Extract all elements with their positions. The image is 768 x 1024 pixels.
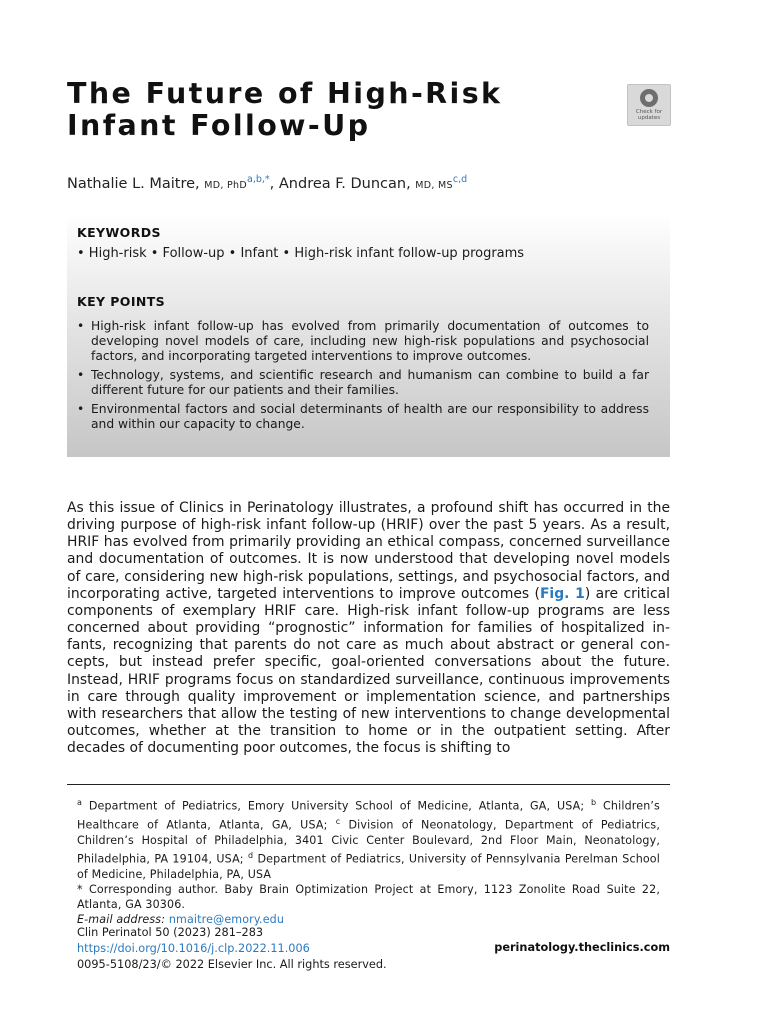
author-1-degree: MD, PhD <box>204 179 247 191</box>
doi-link[interactable]: https://doi.org/10.1016/j.clp.2022.11.006 <box>77 942 310 955</box>
author-1-name: Nathalie L. Maitre, <box>67 175 200 192</box>
footnotes <box>77 795 660 928</box>
footnote-divider <box>67 784 670 785</box>
article-title <box>67 78 587 142</box>
email-link[interactable]: nmaitre@emory.edu <box>168 913 285 927</box>
bullet: • <box>77 319 85 333</box>
check-updates-icon <box>640 89 658 107</box>
citation-block <box>77 925 387 973</box>
title-line-1: The Future of High-Risk <box>67 77 503 110</box>
key-point: • High-risk infant follow-up has evolved from primarily documentation of outcomes to developing novel models of care, including new high-risk populations and psychosocial factors, and incorporating targeted interventions to improve outcomes. <box>77 319 649 363</box>
journal-citation: Clin Perinatol 50 (2023) 281–283 <box>77 926 264 939</box>
author-separator: , <box>269 175 275 192</box>
key-point: • Technology, systems, and scientific research and humanism can combine to build a far different future for our patients and their families. <box>77 368 649 397</box>
email-label: E-mail address: <box>77 913 166 927</box>
author-2-name: Andrea F. Duncan, <box>278 175 411 192</box>
affiliations: $^a$ Department of Pediatrics, Emory University School of Medicine, Atlanta, GA, USA; $^b$ Children’s Healthcare of Atlanta, Atlanta, GA, USA; $^c$ Division of Neonatology, Department of Pediatrics, Children’s Hospital of Philadelphia, 3401 Civic Center Boulevard, 2nd Floor Main, Neonatology, Philadelphia, PA 19104, USA; $^d$ Department of Pediatrics, University of Pennsylvania Perelman School of Medicine, Philadelphia, PA, USA <box>77 798 660 881</box>
bullet: • <box>77 402 85 416</box>
check-for-updates-badge[interactable] <box>627 84 671 126</box>
author-2-affil[interactable]: c,d <box>452 174 468 185</box>
author-2-degree: MD, MS <box>415 179 453 191</box>
copyright: 0095-5108/23/© 2022 Elsevier Inc. All rights reserved. <box>77 958 387 971</box>
keywords-keypoints-box <box>67 213 670 457</box>
corresponding-author: * Corresponding author. Baby Brain Optimization Project at Emory, 1123 Zonolite Road Suite 22, Atlanta, GA 30306. <box>77 883 660 912</box>
author-line <box>67 174 467 192</box>
bullet: • <box>77 368 85 382</box>
author-1-affil[interactable]: a,b,* <box>247 174 270 185</box>
key-points-heading: KEY POINTS <box>77 294 166 309</box>
title-line-2: Infant Follow-Up <box>67 109 371 142</box>
figure-1-link[interactable]: Fig. 1 <box>539 585 585 602</box>
key-point: • Environmental factors and social determinants of health are our responsibility to address and within our capacity to change. <box>77 402 649 431</box>
check-updates-label: Check for updates <box>635 109 663 121</box>
journal-site[interactable]: perinatology.theclinics.com <box>494 941 670 954</box>
key-points-list <box>77 319 649 436</box>
keywords-heading: KEYWORDS <box>77 225 161 240</box>
body-paragraph: As this issue of Clinics in Perinatology illustrates, a profound shift has occurred in the driving purpose of high-risk infant follow-up (HRIF) over the past 5 years. As a result, HRIF has evolved from primarily providing an ethical compass, concerned surveillance and documentation of outcomes. It is now understood that developing novel models of care, considering new high-risk populations, settings, and psychosocial factors, and incorporating active, targeted interventions to improve outcomes (Fig. 1) are critical components of exemplary HRIF care. High-risk infant follow-up programs are less concerned about providing “prognostic” information for families of hospitalized infants, recognizing that parents do not care as much about abstract or general concepts, but instead prefer specific, goal-oriented conversations about the future. Instead, HRIF programs focus on standardized surveillance, continuous improvements in care through quality improvement or implementation science, and partnerships with researchers that allow the testing of new interventions to change developmental outcomes, whether at the transition to home or in the outpatient setting. After decades of documenting poor outcomes, the focus is shifting to <box>67 500 670 757</box>
keywords-list: • High-risk • Follow-up • Infant • High-risk infant follow-up programs <box>77 246 525 261</box>
